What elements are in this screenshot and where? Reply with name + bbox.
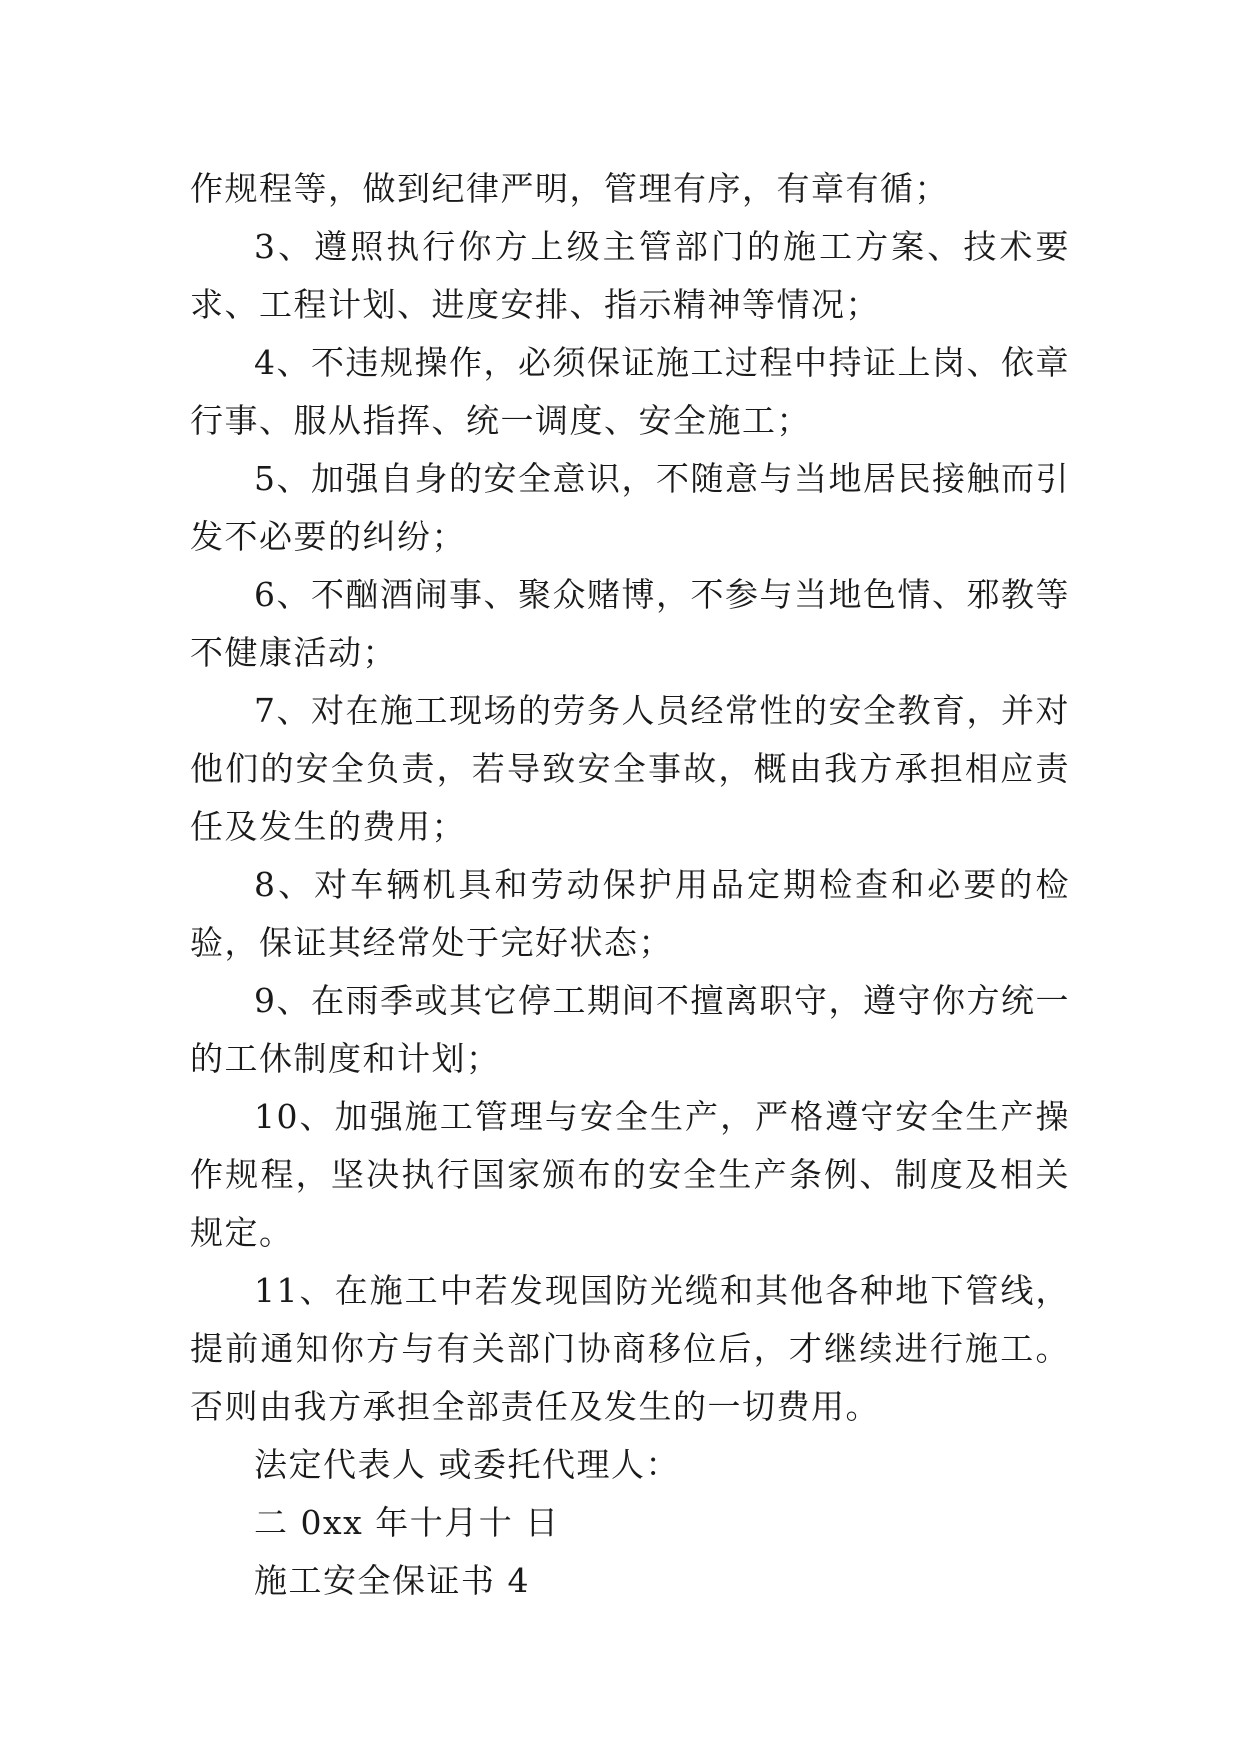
- paragraph-item-6: 6、不酗酒闹事、聚众赌博，不参与当地色情、邪教等不健康活动；: [190, 575, 1070, 672]
- paragraph-item-10: 10、加强施工管理与安全生产，严格遵守安全生产操作规程，坚决执行国家颁布的安全生产条例、制度及相关规定。: [190, 1097, 1070, 1252]
- paragraph-item-9: 9、在雨季或其它停工期间不擅离职守，遵守你方统一的工休制度和计划；: [190, 981, 1070, 1078]
- document-body: [190, 160, 1070, 1610]
- paragraph-continuation: 作规程等，做到纪律严明，管理有序，有章有循；: [190, 169, 949, 208]
- paragraph-item-8: 8、对车辆机具和劳动保护用品定期检查和必要的检验，保证其经常处于完好状态；: [190, 865, 1070, 962]
- paragraph-item-4: 4、不违规操作，必须保证施工过程中持证上岗、依章行事、服从指挥、统一调度、安全施工；: [190, 343, 1070, 440]
- paragraph-item-5: 5、加强自身的安全意识，不随意与当地居民接触而引发不必要的纠纷；: [190, 459, 1070, 556]
- paragraph-item-11: 11、在施工中若发现国防光缆和其他各种地下管线，提前通知你方与有关部门协商移位后，才继续进行施工。否则由我方承担全部责任及发生的一切费用。: [190, 1271, 1070, 1426]
- signature-line: 法定代表人 或委托代理人：: [254, 1445, 680, 1484]
- paragraph-item-3: 3、遵照执行你方上级主管部门的施工方案、技术要求、工程计划、进度安排、指示精神等情况；: [190, 227, 1070, 324]
- paragraph-item-7: 7、对在施工现场的劳务人员经常性的安全教育，并对他们的安全负责，若导致安全事故，概由我方承担相应责任及发生的费用；: [190, 691, 1070, 846]
- date-line: 二 0xx 年十月十 日: [254, 1503, 560, 1542]
- next-section-heading: 施工安全保证书 4: [254, 1561, 530, 1600]
